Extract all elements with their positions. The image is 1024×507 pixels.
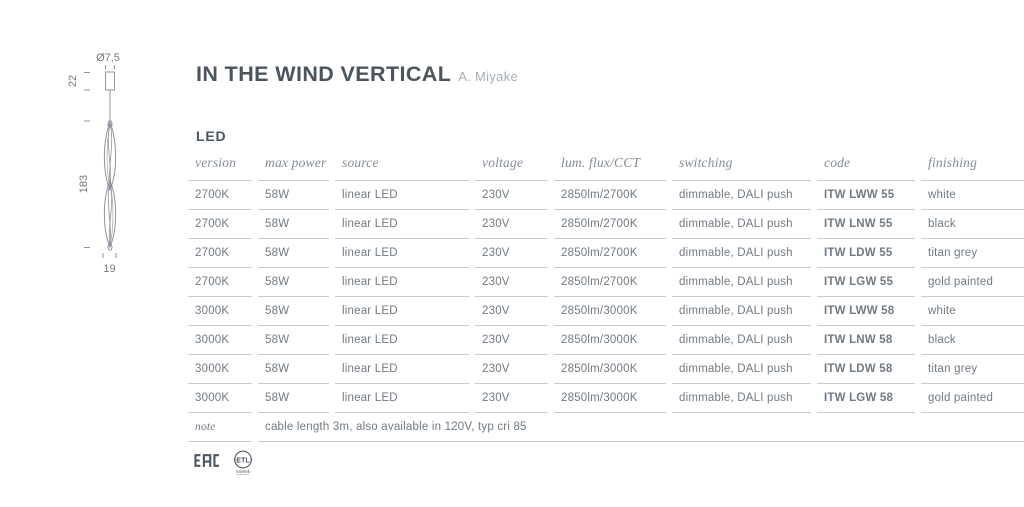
note-text: cable length 3m, also available in 120V, typ cri 85 (258, 413, 1024, 442)
cell-switching: dimmable, DALI push (672, 384, 811, 413)
table-header-row (188, 152, 1024, 181)
cell-version: 3000K (188, 326, 252, 355)
cell-version: 2700K (188, 181, 252, 210)
cell-lum-flux: 2850lm/2700K (554, 210, 666, 239)
cell-max-power: 58W (258, 355, 329, 384)
lamp-canopy (106, 72, 115, 90)
cell-switching: dimmable, DALI push (672, 355, 811, 384)
cell-switching: dimmable, DALI push (672, 239, 811, 268)
cell-switching: dimmable, DALI push (672, 210, 811, 239)
eac-mark-icon (193, 450, 219, 471)
cell-finishing: titan grey (921, 239, 1024, 268)
table-row (188, 210, 1024, 239)
cell-version: 2700K (188, 210, 252, 239)
cell-source: linear LED (335, 355, 469, 384)
cell-source: linear LED (335, 384, 469, 413)
cell-code: ITW LWW 55 (817, 181, 915, 210)
cell-code: ITW LWW 58 (817, 297, 915, 326)
note-label: note (188, 413, 252, 442)
cell-switching: dimmable, DALI push (672, 297, 811, 326)
table-row (188, 326, 1024, 355)
section-label-led: LED (196, 128, 227, 144)
cell-version: 3000K (188, 297, 252, 326)
cell-voltage: 230V (475, 268, 548, 297)
cell-switching: dimmable, DALI push (672, 326, 811, 355)
lamp-dimension-drawing (50, 38, 180, 288)
cell-voltage: 230V (475, 384, 548, 413)
col-header-code: code (817, 152, 915, 181)
dimension-diameter-label: Ø7,5 (96, 52, 120, 64)
cell-lum-flux: 2850lm/2700K (554, 181, 666, 210)
table-row (188, 297, 1024, 326)
cell-source: linear LED (335, 297, 469, 326)
product-title: IN THE WIND VERTICAL (196, 62, 452, 86)
cell-code: ITW LGW 55 (817, 268, 915, 297)
dimension-body-width-label: 19 (103, 263, 116, 275)
cell-version: 2700K (188, 239, 252, 268)
cell-finishing: titan grey (921, 355, 1024, 384)
cell-switching: dimmable, DALI push (672, 268, 811, 297)
cell-max-power: 58W (258, 326, 329, 355)
cell-finishing: gold painted (921, 268, 1024, 297)
certification-marks (193, 450, 254, 477)
cell-max-power: 58W (258, 239, 329, 268)
cell-source: linear LED (335, 268, 469, 297)
cell-finishing: white (921, 297, 1024, 326)
cell-voltage: 230V (475, 326, 548, 355)
cell-lum-flux: 2850lm/2700K (554, 239, 666, 268)
cell-voltage: 230V (475, 181, 548, 210)
cell-source: linear LED (335, 326, 469, 355)
cell-voltage: 230V (475, 297, 548, 326)
cell-source: linear LED (335, 181, 469, 210)
cell-lum-flux: 2850lm/2700K (554, 268, 666, 297)
cell-version: 2700K (188, 268, 252, 297)
cell-lum-flux: 2850lm/3000K (554, 355, 666, 384)
col-header-switching: switching (672, 152, 811, 181)
cell-code: ITW LDW 58 (817, 355, 915, 384)
cell-lum-flux: 2850lm/3000K (554, 384, 666, 413)
cell-code: ITW LNW 55 (817, 210, 915, 239)
cell-max-power: 58W (258, 297, 329, 326)
col-header-voltage: voltage (475, 152, 548, 181)
designer-name: A. Miyake (458, 69, 519, 84)
etl-label: ETL (236, 455, 250, 465)
cell-source: linear LED (335, 210, 469, 239)
table-row (188, 268, 1024, 297)
cell-version: 3000K (188, 355, 252, 384)
cell-voltage: 230V (475, 355, 548, 384)
cell-finishing: black (921, 210, 1024, 239)
cell-finishing: black (921, 326, 1024, 355)
cell-version: 3000K (188, 384, 252, 413)
dimension-canopy-height-label: 22 (67, 74, 79, 88)
cell-code: ITW LNW 58 (817, 326, 915, 355)
dimension-body-height-label: 183 (78, 174, 90, 194)
cell-voltage: 230V (475, 239, 548, 268)
table-row (188, 355, 1024, 384)
cell-finishing: gold painted (921, 384, 1024, 413)
table-row (188, 181, 1024, 210)
cell-finishing: white (921, 181, 1024, 210)
spec-table (182, 152, 1024, 442)
note-row (188, 413, 1024, 442)
table-row (188, 239, 1024, 268)
cell-max-power: 58W (258, 268, 329, 297)
cell-max-power: 58W (258, 384, 329, 413)
cell-max-power: 58W (258, 210, 329, 239)
page-header (196, 62, 518, 87)
col-header-lum-flux: lum. flux/CCT (554, 152, 666, 181)
cell-max-power: 58W (258, 181, 329, 210)
col-header-finishing: finishing (921, 152, 1024, 181)
col-header-max-power: max power (258, 152, 329, 181)
cell-code: ITW LGW 58 (817, 384, 915, 413)
cell-switching: dimmable, DALI push (672, 181, 811, 210)
cell-lum-flux: 2850lm/3000K (554, 297, 666, 326)
col-header-source: source (335, 152, 469, 181)
cell-voltage: 230V (475, 210, 548, 239)
cell-code: ITW LDW 55 (817, 239, 915, 268)
intertek-label: Intertek (236, 469, 250, 474)
cell-source: linear LED (335, 239, 469, 268)
etl-mark-icon (232, 450, 254, 477)
col-header-version: version (188, 152, 252, 181)
cell-lum-flux: 2850lm/3000K (554, 326, 666, 355)
table-row (188, 384, 1024, 413)
